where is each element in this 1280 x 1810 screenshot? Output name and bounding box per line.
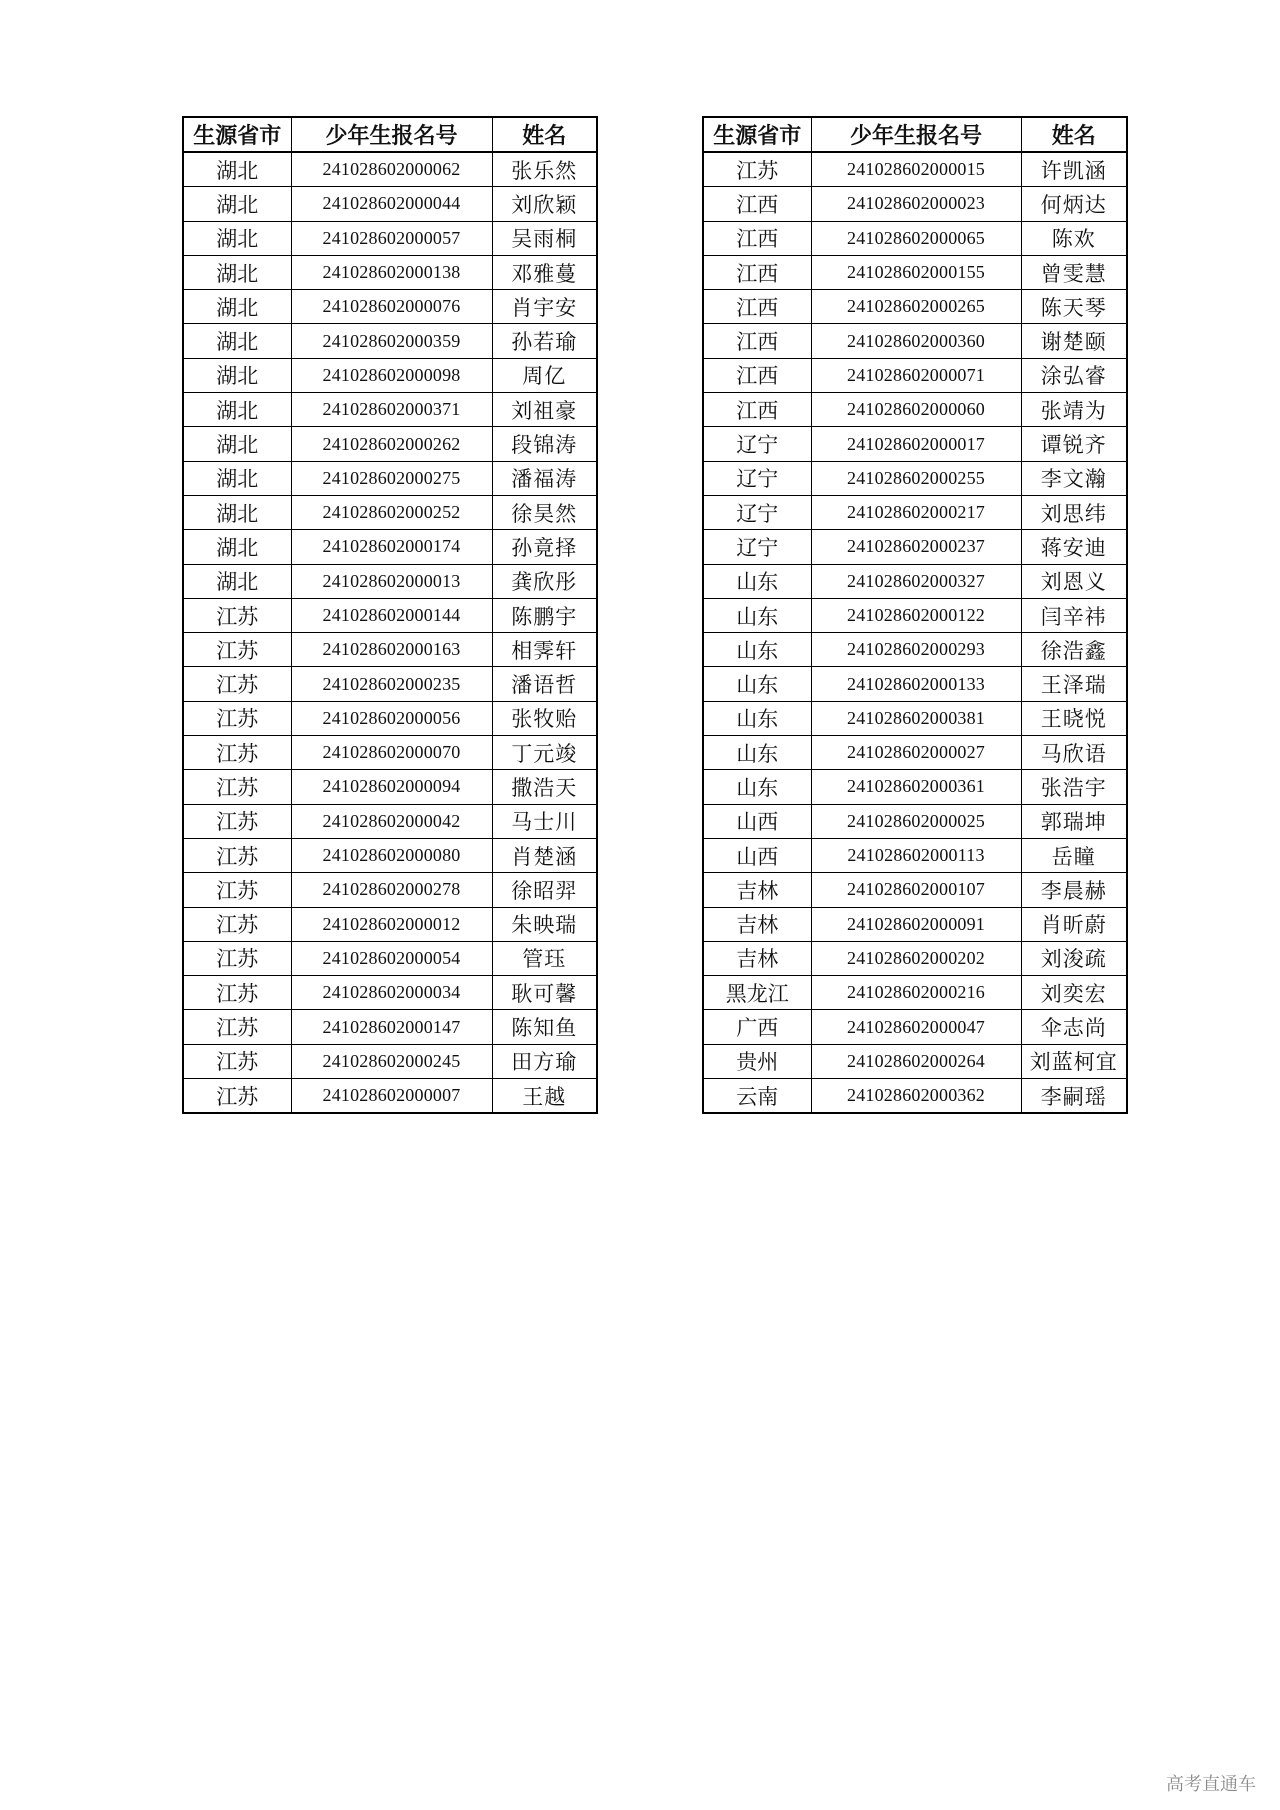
cell-province: 湖北 — [183, 255, 291, 289]
cell-name: 马欣语 — [1021, 736, 1127, 770]
cell-registration-number: 241028602000275 — [291, 461, 492, 495]
cell-name: 孙若瑜 — [492, 324, 597, 358]
header-province: 生源省市 — [703, 117, 811, 152]
cell-name: 龚欣彤 — [492, 564, 597, 598]
table-row — [703, 495, 1127, 529]
header-name: 姓名 — [492, 117, 597, 152]
watermark-text: 高考直通车 — [1166, 1774, 1256, 1795]
table-row — [703, 427, 1127, 461]
table-row — [183, 255, 597, 289]
cell-name: 管珏 — [492, 941, 597, 975]
cell-registration-number: 241028602000056 — [291, 701, 492, 735]
cell-province: 江西 — [703, 255, 811, 289]
cell-registration-number: 241028602000163 — [291, 633, 492, 667]
table-row — [703, 1079, 1127, 1114]
cell-province: 江西 — [703, 358, 811, 392]
cell-registration-number: 241028602000071 — [811, 358, 1021, 392]
cell-province: 湖北 — [183, 564, 291, 598]
table-row — [703, 941, 1127, 975]
table-row — [703, 564, 1127, 598]
table-row — [183, 290, 597, 324]
cell-province: 湖北 — [183, 530, 291, 564]
cell-province: 江西 — [703, 187, 811, 221]
cell-name: 曾雯慧 — [1021, 255, 1127, 289]
cell-registration-number: 241028602000245 — [291, 1044, 492, 1078]
cell-province: 山东 — [703, 770, 811, 804]
cell-province: 辽宁 — [703, 530, 811, 564]
cell-province: 江苏 — [703, 152, 811, 187]
cell-name: 何炳达 — [1021, 187, 1127, 221]
table-row — [183, 1010, 597, 1044]
header-province: 生源省市 — [183, 117, 291, 152]
cell-province: 江西 — [703, 324, 811, 358]
cell-province: 山东 — [703, 736, 811, 770]
cell-name: 耿可馨 — [492, 976, 597, 1010]
table-row — [703, 873, 1127, 907]
cell-name: 张靖为 — [1021, 393, 1127, 427]
cell-registration-number: 241028602000133 — [811, 667, 1021, 701]
cell-province: 江苏 — [183, 873, 291, 907]
cell-name: 刘奕宏 — [1021, 976, 1127, 1010]
cell-registration-number: 241028602000174 — [291, 530, 492, 564]
cell-registration-number: 241028602000361 — [811, 770, 1021, 804]
cell-name: 徐昭羿 — [492, 873, 597, 907]
cell-registration-number: 241028602000057 — [291, 221, 492, 255]
cell-name: 闫辛祎 — [1021, 598, 1127, 632]
cell-province: 江苏 — [183, 770, 291, 804]
table-row — [183, 701, 597, 735]
table-row — [183, 187, 597, 221]
cell-registration-number: 241028602000070 — [291, 736, 492, 770]
cell-registration-number: 241028602000098 — [291, 358, 492, 392]
cell-province: 湖北 — [183, 461, 291, 495]
cell-province: 广西 — [703, 1010, 811, 1044]
table-row — [703, 324, 1127, 358]
cell-name: 潘语哲 — [492, 667, 597, 701]
cell-registration-number: 241028602000144 — [291, 598, 492, 632]
cell-province: 江苏 — [183, 838, 291, 872]
cell-province: 山东 — [703, 701, 811, 735]
table-body — [703, 152, 1127, 1113]
cell-registration-number: 241028602000217 — [811, 495, 1021, 529]
cell-province: 山东 — [703, 667, 811, 701]
cell-name: 相霁轩 — [492, 633, 597, 667]
cell-name: 王泽瑞 — [1021, 667, 1127, 701]
cell-name: 肖宇安 — [492, 290, 597, 324]
cell-province: 辽宁 — [703, 427, 811, 461]
cell-registration-number: 241028602000044 — [291, 187, 492, 221]
cell-province: 湖北 — [183, 324, 291, 358]
table-row — [183, 941, 597, 975]
header-registration-number: 少年生报名号 — [291, 117, 492, 152]
cell-registration-number: 241028602000034 — [291, 976, 492, 1010]
cell-name: 李晨赫 — [1021, 873, 1127, 907]
table-row — [703, 290, 1127, 324]
cell-registration-number: 241028602000013 — [291, 564, 492, 598]
roster-table-left — [182, 116, 598, 1114]
table-row — [183, 427, 597, 461]
cell-province: 湖北 — [183, 358, 291, 392]
cell-name: 撒浩天 — [492, 770, 597, 804]
cell-registration-number: 241028602000025 — [811, 804, 1021, 838]
cell-registration-number: 241028602000264 — [811, 1044, 1021, 1078]
cell-name: 潘福涛 — [492, 461, 597, 495]
table-row — [183, 838, 597, 872]
table-row — [183, 358, 597, 392]
cell-registration-number: 241028602000362 — [811, 1079, 1021, 1114]
cell-name: 伞志尚 — [1021, 1010, 1127, 1044]
cell-name: 李嗣瑶 — [1021, 1079, 1127, 1114]
cell-name: 谭锐齐 — [1021, 427, 1127, 461]
cell-province: 吉林 — [703, 941, 811, 975]
cell-province: 湖北 — [183, 427, 291, 461]
table-row — [183, 907, 597, 941]
cell-name: 许凯涵 — [1021, 152, 1127, 187]
cell-name: 王越 — [492, 1079, 597, 1114]
cell-registration-number: 241028602000047 — [811, 1010, 1021, 1044]
cell-province: 湖北 — [183, 290, 291, 324]
cell-registration-number: 241028602000080 — [291, 838, 492, 872]
cell-province: 吉林 — [703, 873, 811, 907]
table-row — [703, 152, 1127, 187]
cell-registration-number: 241028602000255 — [811, 461, 1021, 495]
table-row — [183, 495, 597, 529]
table-row — [703, 393, 1127, 427]
cell-registration-number: 241028602000042 — [291, 804, 492, 838]
table-row — [703, 633, 1127, 667]
cell-name: 李文瀚 — [1021, 461, 1127, 495]
header-row — [183, 117, 597, 152]
cell-name: 刘浚疏 — [1021, 941, 1127, 975]
table-row — [703, 838, 1127, 872]
cell-registration-number: 241028602000381 — [811, 701, 1021, 735]
cell-registration-number: 241028602000265 — [811, 290, 1021, 324]
cell-registration-number: 241028602000293 — [811, 633, 1021, 667]
cell-registration-number: 241028602000252 — [291, 495, 492, 529]
cell-name: 刘蓝柯宜 — [1021, 1044, 1127, 1078]
cell-name: 邓雅蔓 — [492, 255, 597, 289]
cell-name: 肖楚涵 — [492, 838, 597, 872]
table-row — [183, 393, 597, 427]
cell-registration-number: 241028602000094 — [291, 770, 492, 804]
cell-province: 山东 — [703, 564, 811, 598]
cell-province: 山西 — [703, 838, 811, 872]
table-row — [183, 633, 597, 667]
cell-name: 周亿 — [492, 358, 597, 392]
cell-name: 刘祖豪 — [492, 393, 597, 427]
cell-name: 蒋安迪 — [1021, 530, 1127, 564]
cell-province: 江苏 — [183, 1044, 291, 1078]
cell-province: 江苏 — [183, 907, 291, 941]
cell-registration-number: 241028602000060 — [811, 393, 1021, 427]
cell-name: 丁元竣 — [492, 736, 597, 770]
table-row — [183, 873, 597, 907]
table-row — [183, 324, 597, 358]
table-row — [183, 564, 597, 598]
cell-name: 岳瞳 — [1021, 838, 1127, 872]
cell-registration-number: 241028602000360 — [811, 324, 1021, 358]
cell-name: 孙竟择 — [492, 530, 597, 564]
cell-name: 刘思纬 — [1021, 495, 1127, 529]
cell-province: 江苏 — [183, 667, 291, 701]
cell-registration-number: 241028602000237 — [811, 530, 1021, 564]
table-row — [183, 1079, 597, 1114]
header-row — [703, 117, 1127, 152]
table-row — [183, 736, 597, 770]
cell-name: 涂弘睿 — [1021, 358, 1127, 392]
table-row — [183, 770, 597, 804]
table-row — [703, 530, 1127, 564]
cell-name: 谢楚颐 — [1021, 324, 1127, 358]
cell-name: 陈天琴 — [1021, 290, 1127, 324]
header-registration-number: 少年生报名号 — [811, 117, 1021, 152]
cell-province: 江西 — [703, 290, 811, 324]
cell-registration-number: 241028602000027 — [811, 736, 1021, 770]
table-row — [703, 907, 1127, 941]
cell-registration-number: 241028602000147 — [291, 1010, 492, 1044]
cell-province: 辽宁 — [703, 461, 811, 495]
header-name: 姓名 — [1021, 117, 1127, 152]
cell-name: 刘恩义 — [1021, 564, 1127, 598]
table-row — [703, 736, 1127, 770]
cell-registration-number: 241028602000023 — [811, 187, 1021, 221]
cell-registration-number: 241028602000054 — [291, 941, 492, 975]
cell-province: 山东 — [703, 598, 811, 632]
cell-name: 陈鹏宇 — [492, 598, 597, 632]
cell-province: 湖北 — [183, 393, 291, 427]
cell-province: 湖北 — [183, 495, 291, 529]
cell-registration-number: 241028602000062 — [291, 152, 492, 187]
table-row — [703, 770, 1127, 804]
cell-province: 江苏 — [183, 701, 291, 735]
cell-province: 贵州 — [703, 1044, 811, 1078]
cell-registration-number: 241028602000235 — [291, 667, 492, 701]
cell-name: 刘欣颖 — [492, 187, 597, 221]
table-row — [703, 598, 1127, 632]
table-row — [703, 667, 1127, 701]
cell-province: 湖北 — [183, 221, 291, 255]
table-row — [703, 701, 1127, 735]
cell-registration-number: 241028602000359 — [291, 324, 492, 358]
table-row — [183, 461, 597, 495]
cell-province: 山东 — [703, 633, 811, 667]
table-row — [183, 1044, 597, 1078]
cell-name: 马士川 — [492, 804, 597, 838]
table-row — [703, 1010, 1127, 1044]
table-row — [183, 152, 597, 187]
cell-name: 郭瑞坤 — [1021, 804, 1127, 838]
table-row — [703, 804, 1127, 838]
table-row — [703, 187, 1127, 221]
cell-registration-number: 241028602000122 — [811, 598, 1021, 632]
cell-province: 江苏 — [183, 633, 291, 667]
cell-name: 徐浩鑫 — [1021, 633, 1127, 667]
cell-registration-number: 241028602000155 — [811, 255, 1021, 289]
cell-registration-number: 241028602000107 — [811, 873, 1021, 907]
cell-registration-number: 241028602000065 — [811, 221, 1021, 255]
cell-name: 王晓悦 — [1021, 701, 1127, 735]
cell-province: 黑龙江 — [703, 976, 811, 1010]
cell-registration-number: 241028602000371 — [291, 393, 492, 427]
cell-registration-number: 241028602000138 — [291, 255, 492, 289]
cell-registration-number: 241028602000091 — [811, 907, 1021, 941]
cell-province: 湖北 — [183, 152, 291, 187]
cell-province: 吉林 — [703, 907, 811, 941]
cell-province: 江苏 — [183, 736, 291, 770]
table-row — [703, 358, 1127, 392]
table-row — [703, 255, 1127, 289]
table-row — [703, 461, 1127, 495]
cell-name: 张乐然 — [492, 152, 597, 187]
cell-name: 段锦涛 — [492, 427, 597, 461]
cell-name: 田方瑜 — [492, 1044, 597, 1078]
cell-name: 肖昕蔚 — [1021, 907, 1127, 941]
cell-registration-number: 241028602000012 — [291, 907, 492, 941]
cell-province: 江苏 — [183, 976, 291, 1010]
table-row — [183, 804, 597, 838]
cell-name: 陈知鱼 — [492, 1010, 597, 1044]
table-row — [183, 976, 597, 1010]
cell-registration-number: 241028602000202 — [811, 941, 1021, 975]
cell-name: 陈欢 — [1021, 221, 1127, 255]
table-row — [183, 598, 597, 632]
cell-registration-number: 241028602000076 — [291, 290, 492, 324]
cell-province: 江苏 — [183, 1010, 291, 1044]
table-row — [183, 221, 597, 255]
table-row — [183, 530, 597, 564]
cell-name: 朱映瑞 — [492, 907, 597, 941]
cell-province: 江西 — [703, 393, 811, 427]
table-row — [703, 976, 1127, 1010]
cell-province: 江苏 — [183, 598, 291, 632]
cell-registration-number: 241028602000327 — [811, 564, 1021, 598]
cell-registration-number: 241028602000113 — [811, 838, 1021, 872]
cell-name: 吴雨桐 — [492, 221, 597, 255]
cell-registration-number: 241028602000278 — [291, 873, 492, 907]
cell-province: 江苏 — [183, 1079, 291, 1114]
cell-province: 山西 — [703, 804, 811, 838]
roster-table-right — [702, 116, 1128, 1114]
cell-province: 辽宁 — [703, 495, 811, 529]
cell-province: 湖北 — [183, 187, 291, 221]
cell-province: 江西 — [703, 221, 811, 255]
cell-registration-number: 241028602000216 — [811, 976, 1021, 1010]
table-row — [703, 1044, 1127, 1078]
cell-name: 张牧贻 — [492, 701, 597, 735]
cell-name: 张浩宇 — [1021, 770, 1127, 804]
cell-registration-number: 241028602000007 — [291, 1079, 492, 1114]
table-row — [703, 221, 1127, 255]
table-row — [183, 667, 597, 701]
cell-registration-number: 241028602000015 — [811, 152, 1021, 187]
cell-province: 云南 — [703, 1079, 811, 1114]
cell-province: 江苏 — [183, 941, 291, 975]
table-body — [183, 152, 597, 1113]
cell-name: 徐昊然 — [492, 495, 597, 529]
cell-registration-number: 241028602000262 — [291, 427, 492, 461]
cell-province: 江苏 — [183, 804, 291, 838]
cell-registration-number: 241028602000017 — [811, 427, 1021, 461]
